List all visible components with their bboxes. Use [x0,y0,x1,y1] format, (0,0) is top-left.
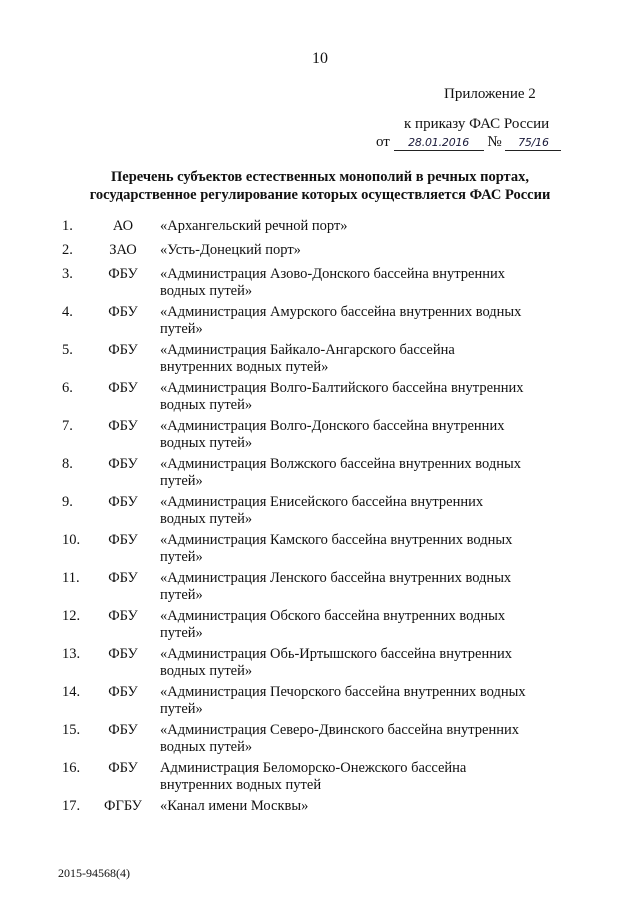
item-name-line: «Архангельский речной порт» [160,218,348,234]
item-name [160,646,560,680]
heading-line-2: государственное регулирование которых осуществляется ФАС России [89,187,551,203]
list-item [0,456,640,490]
item-name-line: водных путей» [160,739,253,755]
item-number: 3. [62,266,73,282]
list-item [0,722,640,756]
order-reference: к приказу ФАС России [404,116,550,132]
item-legal-form: ФБУ [108,760,138,776]
item-number: 6. [62,380,73,396]
item-name [160,608,560,642]
item-name [160,760,560,794]
item-name [160,242,560,259]
item-number: 10. [62,532,81,548]
item-number: 15. [62,722,81,738]
item-number: 11. [62,570,80,586]
heading-line-1: Перечень субъектов естественных монополий в речных портах, [111,169,529,185]
item-name-line: путей» [160,701,203,717]
order-date-prefix: от [376,134,390,150]
item-legal-form: ФБУ [108,532,138,548]
item-name [160,218,560,235]
page-number: 10 [312,50,328,67]
item-legal-form: ФБУ [108,570,138,586]
list-item [0,760,640,794]
item-name [160,494,560,528]
item-number: 4. [62,304,73,320]
item-name-line: «Администрация Азово-Донского бассейна внутренних [160,266,506,282]
item-name-line: внутренних водных путей» [160,359,329,375]
item-legal-form: ФБУ [108,494,138,510]
item-name-line: «Администрация Волго-Донского бассейна внутренних [160,418,505,434]
list-item [0,418,640,452]
item-name [160,722,560,756]
item-legal-form: ФГБУ [104,798,142,814]
item-name-line: путей» [160,625,203,641]
item-name-line: внутренних водных путей [160,777,322,793]
item-number: 2. [62,242,73,258]
item-number: 16. [62,760,81,776]
item-name-line: путей» [160,321,203,337]
item-name-line: «Администрация Камского бассейна внутренних водных [160,532,513,548]
item-name [160,380,560,414]
list-item [0,342,640,376]
item-name-line: «Администрация Обь-Иртышского бассейна внутренних [160,646,512,662]
item-number: 1. [62,218,73,234]
item-name [160,684,560,718]
item-name-line: «Администрация Амурского бассейна внутренних водных [160,304,522,320]
item-number: 7. [62,418,73,434]
list-item [0,684,640,718]
item-legal-form: ФБУ [108,608,138,624]
item-name [160,532,560,566]
item-number: 12. [62,608,81,624]
item-number: 5. [62,342,73,358]
list-item [0,608,640,642]
item-legal-form: ЗАО [109,242,137,258]
item-name-line: «Канал имени Москвы» [160,798,309,814]
item-name-line: «Администрация Обского бассейна внутренних водных [160,608,506,624]
order-number-field: 75/16 [505,135,561,151]
list-item [0,798,640,815]
item-legal-form: ФБУ [108,304,138,320]
item-name [160,266,560,300]
item-name-line: «Администрация Северо-Двинского бассейна внутренних [160,722,519,738]
list-item [0,532,640,566]
item-name [160,418,560,452]
item-legal-form: ФБУ [108,684,138,700]
item-legal-form: ФБУ [108,342,138,358]
item-number: 13. [62,646,81,662]
item-name-line: путей» [160,549,203,565]
item-name-line: Администрация Беломорско-Онежского бассейна [160,760,467,776]
item-legal-form: ФБУ [108,646,138,662]
appendix-label: Приложение 2 [444,86,536,102]
item-name [160,798,560,815]
item-number: 14. [62,684,81,700]
item-name [160,570,560,604]
item-name-line: «Администрация Волго-Балтийского бассейна внутренних [160,380,524,396]
item-name-line: путей» [160,473,203,489]
document-heading [0,168,640,204]
item-name-line: водных путей» [160,511,253,527]
item-name-line: «Администрация Енисейского бассейна внутренних [160,494,484,510]
item-name-line: «Администрация Ленского бассейна внутренних водных [160,570,512,586]
list-item [0,646,640,680]
item-name-line: «Усть-Донецкий порт» [160,242,301,258]
item-legal-form: ФБУ [108,722,138,738]
list-item [0,570,640,604]
list-item [0,494,640,528]
item-name-line: водных путей» [160,435,253,451]
item-name-line: водных путей» [160,663,253,679]
order-date-number-line [376,134,561,151]
item-name-line: путей» [160,587,203,603]
item-number: 8. [62,456,73,472]
item-name [160,342,560,376]
list-item [0,242,640,259]
item-name-line: «Администрация Байкало-Ангарского бассейна [160,342,455,358]
list-item [0,218,640,235]
item-name-line: «Администрация Печорского бассейна внутренних водных [160,684,526,700]
order-number-label: № [487,134,502,150]
item-legal-form: ФБУ [108,456,138,472]
item-number: 9. [62,494,73,510]
list-item [0,304,640,338]
list-item [0,380,640,414]
item-name-line: водных путей» [160,283,253,299]
item-name [160,456,560,490]
order-date-field: 28.01.2016 [394,135,484,151]
item-legal-form: ФБУ [108,266,138,282]
item-legal-form: ФБУ [108,418,138,434]
list-item [0,266,640,300]
item-name [160,304,560,338]
item-legal-form: АО [112,218,134,234]
item-legal-form: ФБУ [108,380,138,396]
footer-document-code: 2015-94568(4) [58,866,130,880]
entity-list [0,218,640,822]
item-name-line: «Администрация Волжского бассейна внутренних водных [160,456,521,472]
item-name-line: водных путей» [160,397,253,413]
item-number: 17. [62,798,81,814]
